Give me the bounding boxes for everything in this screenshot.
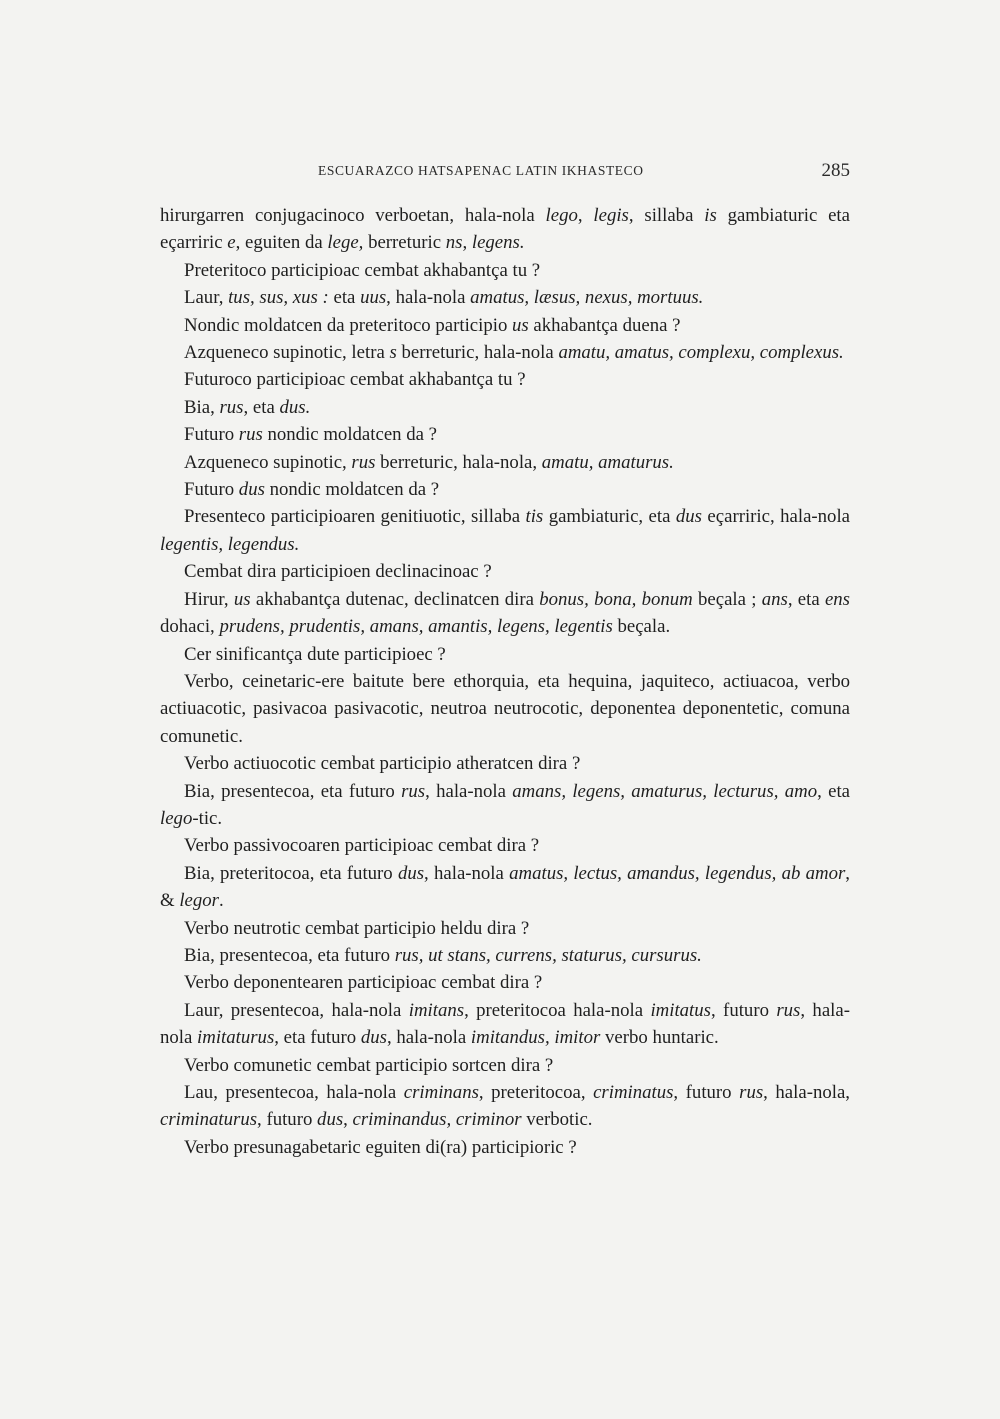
italic-text: rus, ut stans, currens, staturus, cursurus. — [394, 944, 702, 966]
text-run: , — [462, 232, 472, 254]
italic-text: dus — [360, 1027, 387, 1049]
italic-text: e — [227, 232, 236, 254]
italic-text: amatu, amatus, complexu, complexus. — [558, 342, 844, 364]
italic-text: rus — [401, 780, 426, 802]
text-run: , hala-nola, — [763, 1082, 850, 1103]
text-run: akhabantça dutenac, declinatcen dira — [250, 588, 540, 610]
text-run: eçarriric, hala-nola — [701, 506, 850, 528]
italic-text: dus — [238, 479, 265, 501]
text-run: dohaci, — [160, 616, 220, 638]
text-run: verbo huntaric. — [600, 1027, 719, 1049]
text-run: Bia, preteritocoa, eta futuro — [184, 862, 398, 884]
paragraph — [160, 284, 850, 311]
text-run: verbotic. — [521, 1109, 593, 1131]
italic-text: rus — [776, 999, 801, 1021]
text-run: , eta — [243, 396, 280, 418]
text-run: Hirur, — [184, 588, 234, 610]
italic-text: prudens, prudentis, amans, amantis, legens, legentis — [219, 616, 613, 638]
text-run: akhabantça duena ? — [528, 314, 681, 336]
paragraph — [160, 339, 850, 366]
paragraph — [160, 586, 850, 641]
text-run: Verbo presunagabetaric eguiten di(ra) participioric ? — [184, 1136, 577, 1158]
paragraph — [160, 202, 850, 257]
italic-text: lego — [545, 205, 578, 226]
text-run: , hala-nola — [424, 862, 510, 884]
text-run: , & — [160, 862, 850, 912]
text-run: Verbo, ceinetaric-ere baitute bere ethorquia, eta hequina, jaquiteco, actiuacoa, verbo actiuacotic, pasivacoa pasivacotic, neutroa neutrocotic, deponentea deponentetic, comuna comunetic. — [160, 670, 850, 747]
text-run: -tic. — [192, 807, 223, 829]
paragraph — [160, 969, 850, 996]
paragraph — [160, 997, 850, 1052]
italic-text: imitaturus — [197, 1027, 275, 1049]
italic-text: criminaturus — [160, 1109, 258, 1131]
text-run: , — [343, 1109, 353, 1131]
text-run: berreturic — [363, 232, 446, 254]
text-run: , preteritocoa, — [478, 1082, 594, 1103]
italic-text: is — [704, 205, 717, 226]
italic-text: ns — [445, 232, 463, 254]
paragraph — [160, 449, 850, 476]
text-run: , hala-nola — [386, 1027, 471, 1049]
paragraph — [160, 832, 850, 859]
text-run: gambiaturic, eta — [543, 506, 676, 528]
text-run: Verbo actiuocotic cembat participio atheratcen dira ? — [184, 753, 581, 775]
italic-text: dus — [317, 1109, 344, 1131]
paragraph — [160, 942, 850, 969]
italic-text: lego — [160, 807, 193, 829]
text-run: beçala ; — [692, 588, 762, 610]
text-run: Preteritoco participioac cembat akhabantça tu ? — [184, 259, 541, 281]
text-run: Bia, presentecoa, eta futuro — [184, 944, 395, 966]
text-run: Verbo neutrotic cembat participio heldu dira ? — [184, 917, 530, 939]
italic-text: amatu, amaturus. — [541, 451, 674, 473]
italic-text: rus — [238, 424, 263, 446]
paragraph — [160, 750, 850, 777]
italic-text: criminans — [403, 1082, 479, 1103]
italic-text: legis — [593, 205, 629, 226]
italic-text: s — [389, 342, 397, 364]
body-text — [160, 202, 850, 1161]
text-run: Laur, presentecoa, hala-nola — [184, 999, 409, 1021]
text-run: , futuro — [257, 1109, 318, 1131]
paragraph — [160, 312, 850, 339]
paragraph — [160, 1079, 850, 1134]
italic-text: bonus, bona, bonum — [539, 588, 693, 610]
text-run: Bia, — [184, 396, 220, 418]
paragraph — [160, 860, 850, 915]
paragraph — [160, 476, 850, 503]
italic-text: rus — [219, 396, 244, 418]
text-run: Verbo comunetic cembat participio sortcen dira ? — [184, 1054, 554, 1076]
italic-text: us — [512, 314, 529, 336]
text-run: , hala-nola — [160, 999, 850, 1049]
italic-text: legor — [179, 890, 219, 912]
text-run: beçala. — [612, 616, 671, 638]
italic-text: criminandus, criminor — [352, 1109, 522, 1131]
paragraph — [160, 394, 850, 421]
paragraph — [160, 421, 850, 448]
text-run: , futuro — [673, 1082, 740, 1103]
italic-text: rus — [351, 451, 376, 473]
text-run: gambiaturic eta eçarriric — [160, 205, 850, 254]
text-run: , sillaba — [628, 205, 705, 226]
italic-text: tus, sus, xus : — [228, 287, 329, 309]
page-number: 285 — [821, 160, 850, 181]
text-run: Lau, presentecoa, hala-nola — [184, 1082, 404, 1103]
text-run: Laur, — [184, 287, 229, 309]
paragraph — [160, 366, 850, 393]
italic-text: imitans — [408, 999, 465, 1021]
text-run: hirurgarren conjugacinoco verboetan, hala-nola — [160, 205, 546, 226]
text-run: Verbo deponentearen participioac cembat dira ? — [184, 972, 543, 994]
paragraph — [160, 257, 850, 284]
text-run: . — [218, 890, 224, 912]
text-run: , preteritocoa hala-nola — [464, 999, 651, 1021]
text-run: nondic moldatcen da ? — [264, 479, 440, 501]
italic-text: dus. — [279, 396, 311, 418]
italic-text: uus — [360, 287, 387, 309]
paragraph — [160, 558, 850, 585]
text-run: nondic moldatcen da ? — [262, 424, 437, 446]
italic-text: tis — [525, 506, 544, 528]
text-run: Bia, presentecoa, eta futuro — [184, 780, 402, 802]
italic-text: ens — [824, 588, 850, 610]
text-run: , futuro — [710, 999, 777, 1021]
paragraph — [160, 668, 850, 750]
italic-text: amatus, læsus, nexus, mortuus. — [470, 287, 704, 309]
paragraph — [160, 503, 850, 558]
paragraph — [160, 1134, 850, 1161]
italic-text: legens. — [471, 232, 525, 254]
text-run: eta — [328, 287, 361, 309]
text-run: , eta — [787, 588, 825, 610]
italic-text: legentis, legendus. — [160, 533, 300, 555]
paragraph — [160, 641, 850, 668]
text-run: , hala-nola — [425, 780, 513, 802]
italic-text: rus — [739, 1082, 764, 1103]
text-run: Futuro — [184, 479, 239, 501]
italic-text: dus — [675, 506, 702, 528]
italic-text: lege, — [327, 232, 364, 254]
text-run: , hala-nola — [386, 287, 471, 309]
text-run: Futuroco participioac cembat akhabantça tu ? — [184, 369, 526, 391]
text-run: berreturic, hala-nola — [396, 342, 559, 364]
text-run: Cembat dira participioen declinacinoac ? — [184, 561, 492, 583]
paragraph — [160, 778, 850, 833]
running-header — [160, 160, 850, 184]
italic-text: us — [233, 588, 251, 610]
text-run: Azqueneco supinotic, letra — [184, 342, 390, 364]
text-run: Nondic moldatcen da preteritoco participio — [184, 314, 513, 336]
italic-text: criminatus — [593, 1082, 674, 1103]
text-run: Verbo passivocoaren participioac cembat dira ? — [184, 835, 540, 857]
text-run: , eguiten da — [235, 232, 328, 254]
text-run: Cer sinificantça dute participioec ? — [184, 643, 446, 665]
text-run: , eta futuro — [274, 1027, 361, 1049]
text-run: Presenteco participioaren genitiuotic, sillaba — [184, 506, 526, 528]
text-run: Azqueneco supinotic, — [184, 451, 352, 473]
italic-text: dus — [397, 862, 425, 884]
italic-text: imitandus, imitor — [470, 1027, 601, 1049]
italic-text: amatus, lectus, amandus, legendus, ab amor — [509, 862, 846, 884]
text-run: , — [577, 205, 594, 226]
italic-text: imitatus — [650, 999, 711, 1021]
paragraph — [160, 915, 850, 942]
text-run: berreturic, hala-nola, — [375, 451, 542, 473]
text-run: , eta — [817, 780, 850, 802]
text-run: Futuro — [184, 424, 239, 446]
italic-text: amans, legens, amaturus, lecturus, amo — [512, 780, 818, 802]
paragraph — [160, 1052, 850, 1079]
italic-text: ans — [761, 588, 788, 610]
running-title: ESCUARAZCO HATSAPENAC LATIN IKHASTECO — [318, 163, 644, 178]
